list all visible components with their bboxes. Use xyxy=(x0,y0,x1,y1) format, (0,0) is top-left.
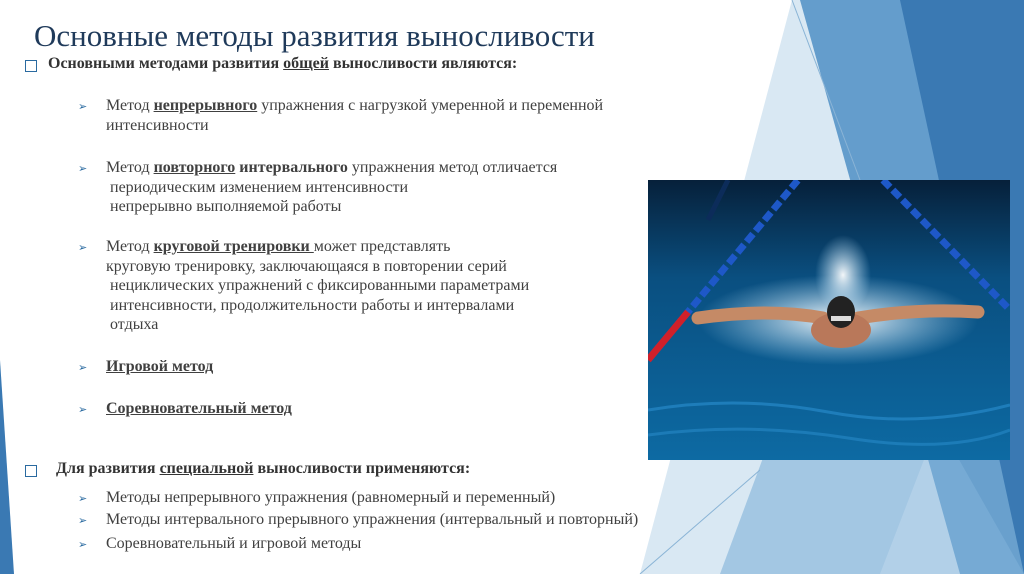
method-game: Игровой метод xyxy=(106,358,214,375)
arrow-bullet-icon: ➢ xyxy=(78,538,88,551)
special-item: Методы интервального прерывного упражнения (интервальный и повторный) xyxy=(106,511,639,528)
square-bullet-icon xyxy=(24,59,38,73)
swimmer-photo xyxy=(648,180,1010,460)
special-item: Методы непрерывного упражнения (равномерный и переменный) xyxy=(106,489,556,506)
special-item: Соревновательный и игровой методы xyxy=(106,535,362,552)
method-circuit-training: Метод круговой тренировки может представлять круговую тренировку, заключающаяся в повторении серий нециклических упражнений с фиксированными параметрами интенсивности, продолжительности работы и интервалами отдыха xyxy=(106,238,530,333)
arrow-bullet-icon: ➢ xyxy=(78,514,88,527)
arrow-bullet-icon: ➢ xyxy=(78,100,88,113)
arrow-bullet-icon: ➢ xyxy=(78,403,88,416)
method-continuous: Метод непрерывного упражнения с нагрузкой умеренной и переменной интенсивности xyxy=(106,97,604,134)
arrow-bullet-icon: ➢ xyxy=(78,361,88,374)
square-bullet-icon xyxy=(24,464,38,478)
arrow-bullet-icon: ➢ xyxy=(78,162,88,175)
method-repeated-interval: Метод повторного интервального упражнения метод отличается периодическим изменением интенсивности непрерывно выполняемой работы xyxy=(106,159,558,215)
arrow-bullet-icon: ➢ xyxy=(78,492,88,505)
general-heading: Основными методами развития общей выносливости являются: xyxy=(48,55,518,72)
special-heading: Для развития специальной выносливости применяются: xyxy=(56,460,471,477)
arrow-bullet-icon: ➢ xyxy=(78,241,88,254)
method-competitive: Соревновательный метод xyxy=(106,400,292,417)
page-title: Основные методы развития выносливости xyxy=(34,18,595,53)
